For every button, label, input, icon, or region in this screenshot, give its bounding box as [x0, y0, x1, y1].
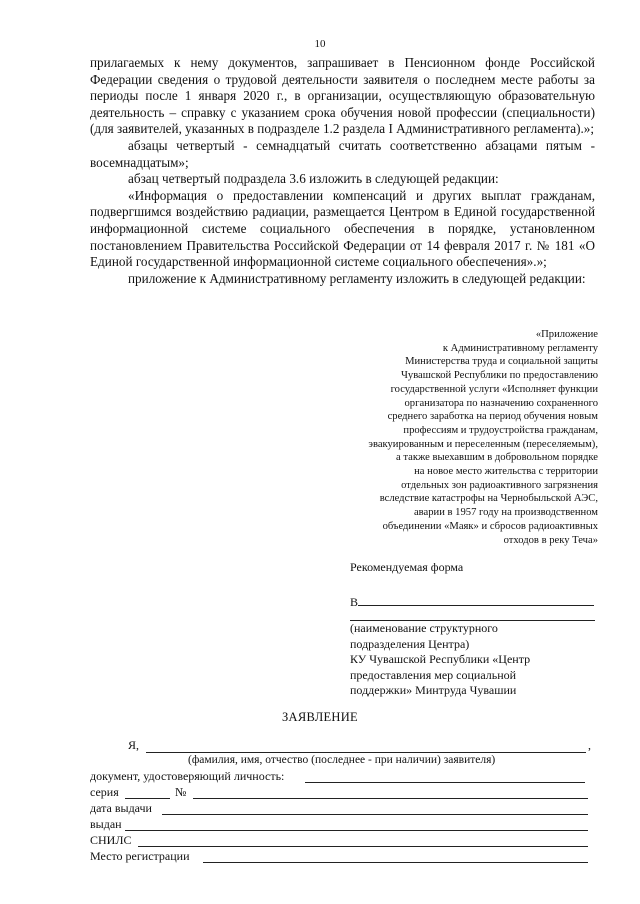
appendix-line: отходов в реку Теча» [503, 534, 598, 546]
page-number: 10 [314, 38, 326, 50]
appendix-line: среднего заработка на период обучения новым [387, 411, 598, 423]
issued-by-label: выдан [90, 817, 122, 831]
appendix-line: отдельных зон радиоактивного загрязнения [401, 479, 598, 491]
paragraph-1: прилагаемых к нему документов, запрашивает в Пенсионном фонде Российской Федерации сведения о трудовой деятельности заявителя о последнем месте работы за периоды после 1 января 2020 г., в организации, осуществляющую образовательную деятельность – справку с указанием срока обучения новой профессии (специальности) (для заявителей, указанных в подразделе 1.2 раздела I Административного регламента).»; [90, 55, 595, 137]
number-field[interactable] [193, 798, 588, 799]
appendix-header [333, 328, 598, 547]
registration-field[interactable] [203, 862, 588, 863]
series-label: серия [90, 785, 119, 799]
appendix-line: объединении «Маяк» и сбросов радиоактивных [382, 520, 598, 532]
series-field[interactable] [125, 798, 170, 799]
paragraph-3: абзац четвертый подраздела 3.6 изложить в следующей редакции: [128, 171, 499, 187]
addressee-field[interactable] [358, 593, 594, 606]
document-label: документ, удостоверяющий личность: [90, 769, 285, 783]
appendix-line: Министерства труда и социальной защиты [405, 356, 598, 368]
snils-label: СНИЛС [90, 833, 132, 847]
addressee-hint-line: (наименование структурного [350, 621, 498, 635]
paragraph-5: приложение к Административному регламенту изложить в следующей редакции: [128, 270, 586, 286]
addressee-hint-line: подразделения Центра) [350, 636, 470, 651]
appendix-line: организатора по назначению сохраненного [404, 397, 598, 409]
registration-label: Место регистрации [90, 849, 190, 863]
issued-by-field[interactable] [125, 830, 588, 831]
addressee-org-line: КУ Чувашской Республики «Центр [350, 652, 531, 666]
addressee-org-line: предоставления мер социальной [350, 667, 517, 682]
issue-date-field[interactable] [162, 814, 588, 815]
appendix-line: вследствие катастрофы на Чернобыльской АЭС, [379, 493, 598, 505]
addressee-details [350, 621, 595, 699]
appendix-line: эвакуированным и переселенным (переселяемым), [368, 438, 598, 450]
appendix-line: аварии в 1957 году на производственном [413, 507, 598, 519]
issue-date-label: дата выдачи [90, 801, 152, 815]
number-label: № [175, 785, 187, 799]
addressee-org-line: поддержки» Минтруда Чувашии [350, 683, 517, 697]
paragraph-4: «Информация о предоставлении компенсаций и других выплат гражданам, подвергшимся воздействию радиации, размещается Центром в Единой государственной информационной системе социального обеспечения в порядке, установленном постановлением Правительства Российской Федерации от 14 февраля 2017 г. № 181 «О Единой государственной информационной системе социального обеспечения».»; [90, 187, 595, 270]
appendix-line: «Приложение [535, 329, 598, 340]
appendix-line: профессиям и трудоустройства гражданам, [403, 424, 598, 436]
applicant-hint: (фамилия, имя, отчество (последнее - при наличии) заявителя) [188, 754, 496, 766]
document-field[interactable] [305, 782, 585, 783]
snils-field[interactable] [138, 846, 588, 847]
body-text [90, 55, 595, 287]
applicant-comma: , [588, 738, 591, 752]
appendix-line: государственной услуги «Исполняет функции [390, 383, 598, 395]
addressee-to [350, 593, 595, 611]
recommended-form-label: Рекомендуемая форма [350, 560, 464, 574]
appendix-line: на новое место жительства с территории [414, 466, 598, 478]
appendix-line: а также выехавшим в добровольном порядке [396, 452, 598, 464]
addressee-prefix: В [350, 595, 359, 609]
appendix-line: Чувашской Республики по предоставлению [401, 370, 598, 382]
applicant-label: Я, [128, 738, 140, 752]
paragraph-2: абзацы четвертый - семнадцатый считать соответственно абзацами пятым - восемнадцатым»; [90, 137, 595, 170]
appendix-line: к Административному регламенту [442, 342, 598, 354]
document-title: ЗАЯВЛЕНИЕ [282, 710, 358, 724]
